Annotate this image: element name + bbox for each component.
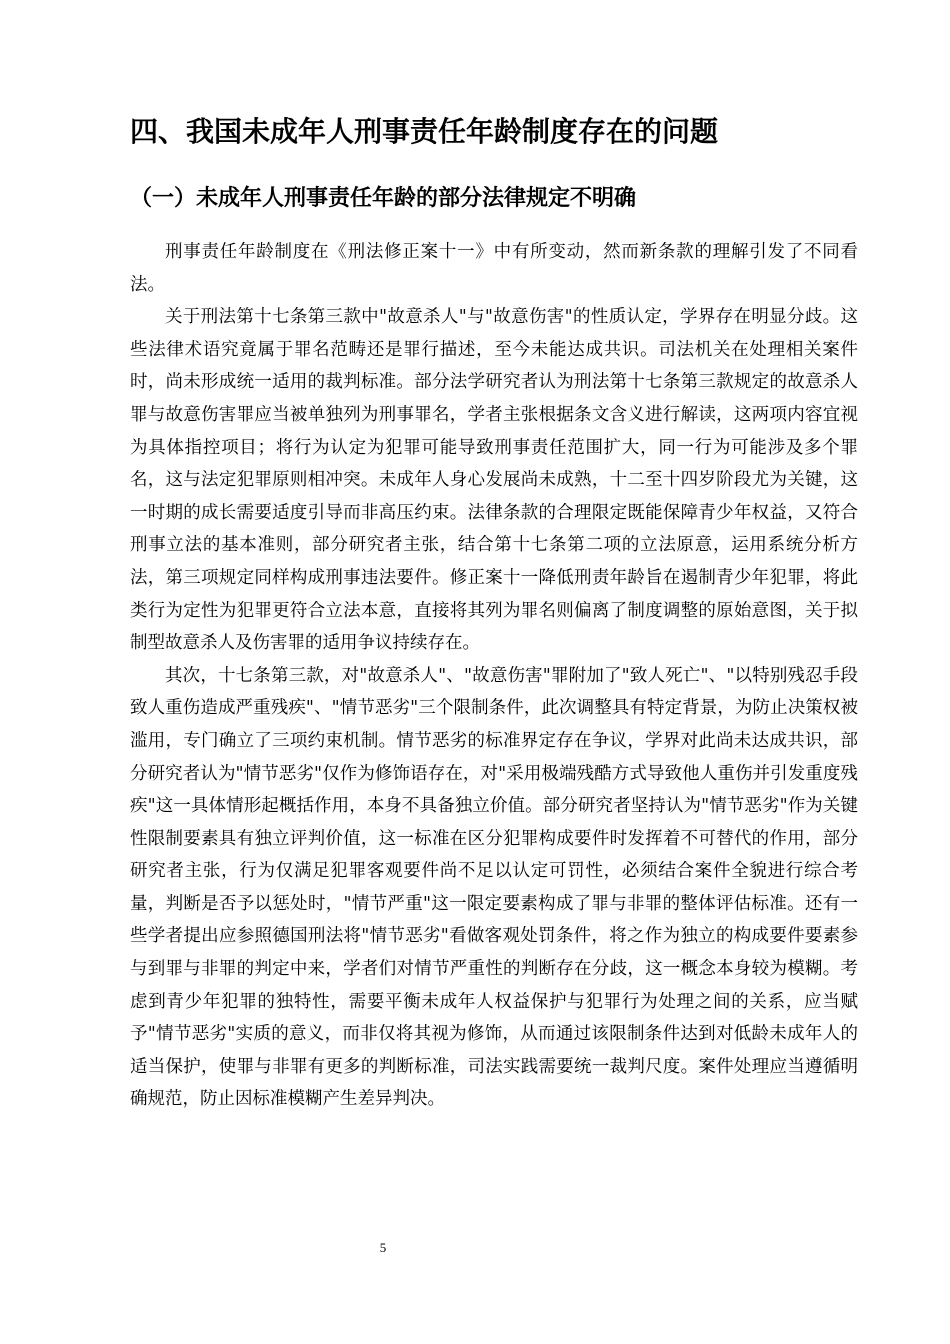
paragraph-1: 刑事责任年龄制度在《刑法修正案十一》中有所变动，然而新条款的理解引发了不同看法。	[130, 242, 858, 295]
body-text	[130, 236, 858, 1116]
section-heading: 四、我国未成年人刑事责任年龄制度存在的问题	[130, 115, 719, 148]
page-number: 5	[379, 1240, 387, 1255]
paragraph-3: 其次，十七条第三款，对"故意杀人"、"故意伤害"罪附加了"致人死亡"、"以特别残忍手段致人重伤造成严重残疾"、"情节恶劣"三个限制条件，此次调整具有特定背景，为防止决策权被滥用，专门确立了三项约束机制。情节恶劣的标准界定存在争议，学界对此尚未达成共识，部分研究者认为"情节恶劣"仅作为修饰语存在，对"采用极端残酷方式导致他人重伤并引发重度残疾"这一具体情形起概括作用，本身不具备独立价值。部分研究者坚持认为"情节恶劣"作为关键性限制要素具有独立评判价值，这一标准在区分犯罪构成要件时发挥着不可替代的作用，部分研究者主张，行为仅满足犯罪客观要件尚不足以认定可罚性，必须结合案件全貌进行综合考量，判断是否予以惩处时，"情节严重"这一限定要素构成了罪与非罪的整体评估标准。还有一些学者提出应参照德国刑法将"情节恶劣"看做客观处罚条件，将之作为独立的构成要件要素参与到罪与非罪的判定中来，学者们对情节严重性的判断存在分歧，这一概念本身较为模糊。考虑到青少年犯罪的独特性，需要平衡未成年人权益保护与犯罪行为处理之间的关系，应当赋予"情节恶劣"实质的意义，而非仅将其视为修饰，从而通过该限制条件达到对低龄未成年人的适当保护，使罪与非罪有更多的判断标准，司法实践需要统一裁判尺度。案件处理应当遵循明确规范，防止因标准模糊产生差异判决。	[130, 665, 858, 1110]
paragraph-2: 关于刑法第十七条第三款中"故意杀人"与"故意伤害"的性质认定，学界存在明显分歧。这些法律术语究竟属于罪名范畴还是罪行描述，至今未能达成共识。司法机关在处理相关案件时，尚未形成统一适用的裁判标准。部分法学研究者认为刑法第十七条第三款规定的故意杀人罪与故意伤害罪应当被单独列为刑事罪名，学者主张根据条文含义进行解读，这两项内容宜视为具体指控项目；将行为认定为犯罪可能导致刑事责任范围扩大，同一行为可能涉及多个罪名，这与法定犯罪原则相冲突。未成年人身心发展尚未成熟，十二至十四岁阶段尤为关键，这一时期的成长需要适度引导而非高压约束。法律条款的合理限定既能保障青少年权益，又符合刑事立法的基本准则，部分研究者主张，结合第十七条第二项的立法原意，运用系统分析方法，第三项规定同样构成刑事违法要件。修正案十一降低刑责年龄旨在遏制青少年犯罪，将此类行为定性为犯罪更符合立法本意，直接将其列为罪名则偏离了制度调整的原始意图，关于拟制型故意杀人及伤害罪的适用争议持续存在。	[130, 307, 858, 654]
subsection-heading: （一）未成年人刑事责任年龄的部分法律规定不明确	[130, 186, 637, 211]
